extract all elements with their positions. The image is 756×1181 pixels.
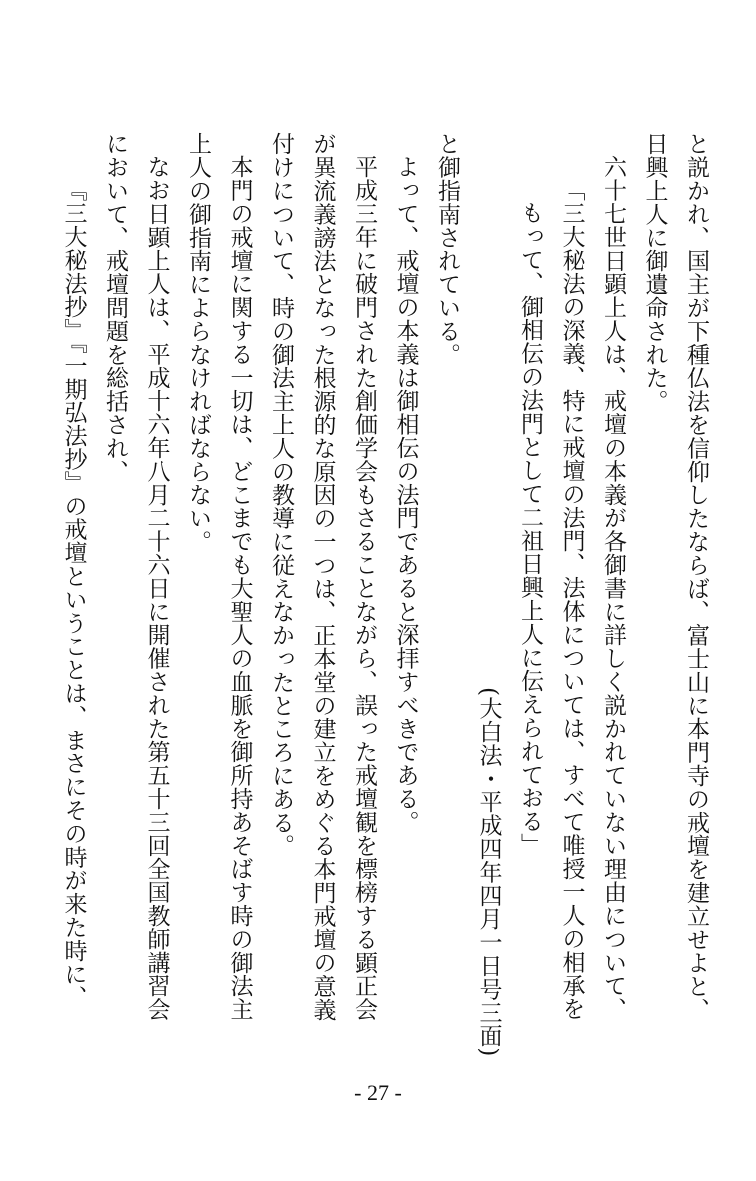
text-line: と説かれ、国主が下種仏法を信仰したならば、富士山に本門寺の戒壇を建立せよと、 [683,132,709,1022]
text-line: なお日顕上人は、平成十六年八月二十六日に開催された第五十三回全国教師講習会 [143,155,170,1021]
quoted-text-line: もって、御相伝の法門として二祖日興上人に伝えられておる」 [517,201,543,857]
vertical-text-body [60,132,716,1057]
page-number: - 27 - [354,1080,402,1105]
text-line: において、戒壇問題を総括され、 [102,132,128,483]
text-line: 付けについて、時の御法主上人の教導に従えなかったところにある。 [268,132,294,858]
text-line: 『三大秘法抄』『一期弘法抄』の戒壇ということは、まさにその時が来た時に、 [60,178,87,1009]
quoted-text-line: 「三大秘法の深義、特に戒壇の法門、法体については、すべて唯授一人の相承を [558,178,585,1021]
text-line: と御指南されている。 [434,132,460,366]
text-line: 日興上人に御遺命された。 [641,132,668,413]
text-line: よって、戒壇の本義は御相伝の法門であると深拝すべきである。 [392,155,419,834]
text-line: 平成三年に破門された創価学会もさることながら、誤った戒壇観を標榜する顕正会 [351,155,377,1021]
text-line: 上人の御指南によらなければならない。 [185,132,211,554]
text-line: 六十七世日顕上人は、戒壇の本義が各御書に詳しく説かれていない理由について、 [600,155,626,1021]
text-line: が異流義謗法となった根源的な原因の一つは、正本堂の建立をめぐる本門戒壇の意義 [309,132,336,1022]
text-line: 本門の戒壇に関する一切は、どこまでも大聖人の血脈を御所持あそばす時の御法主 [226,155,253,1021]
citation: (大白法・平成四年四月一日号三面) [475,687,502,1057]
